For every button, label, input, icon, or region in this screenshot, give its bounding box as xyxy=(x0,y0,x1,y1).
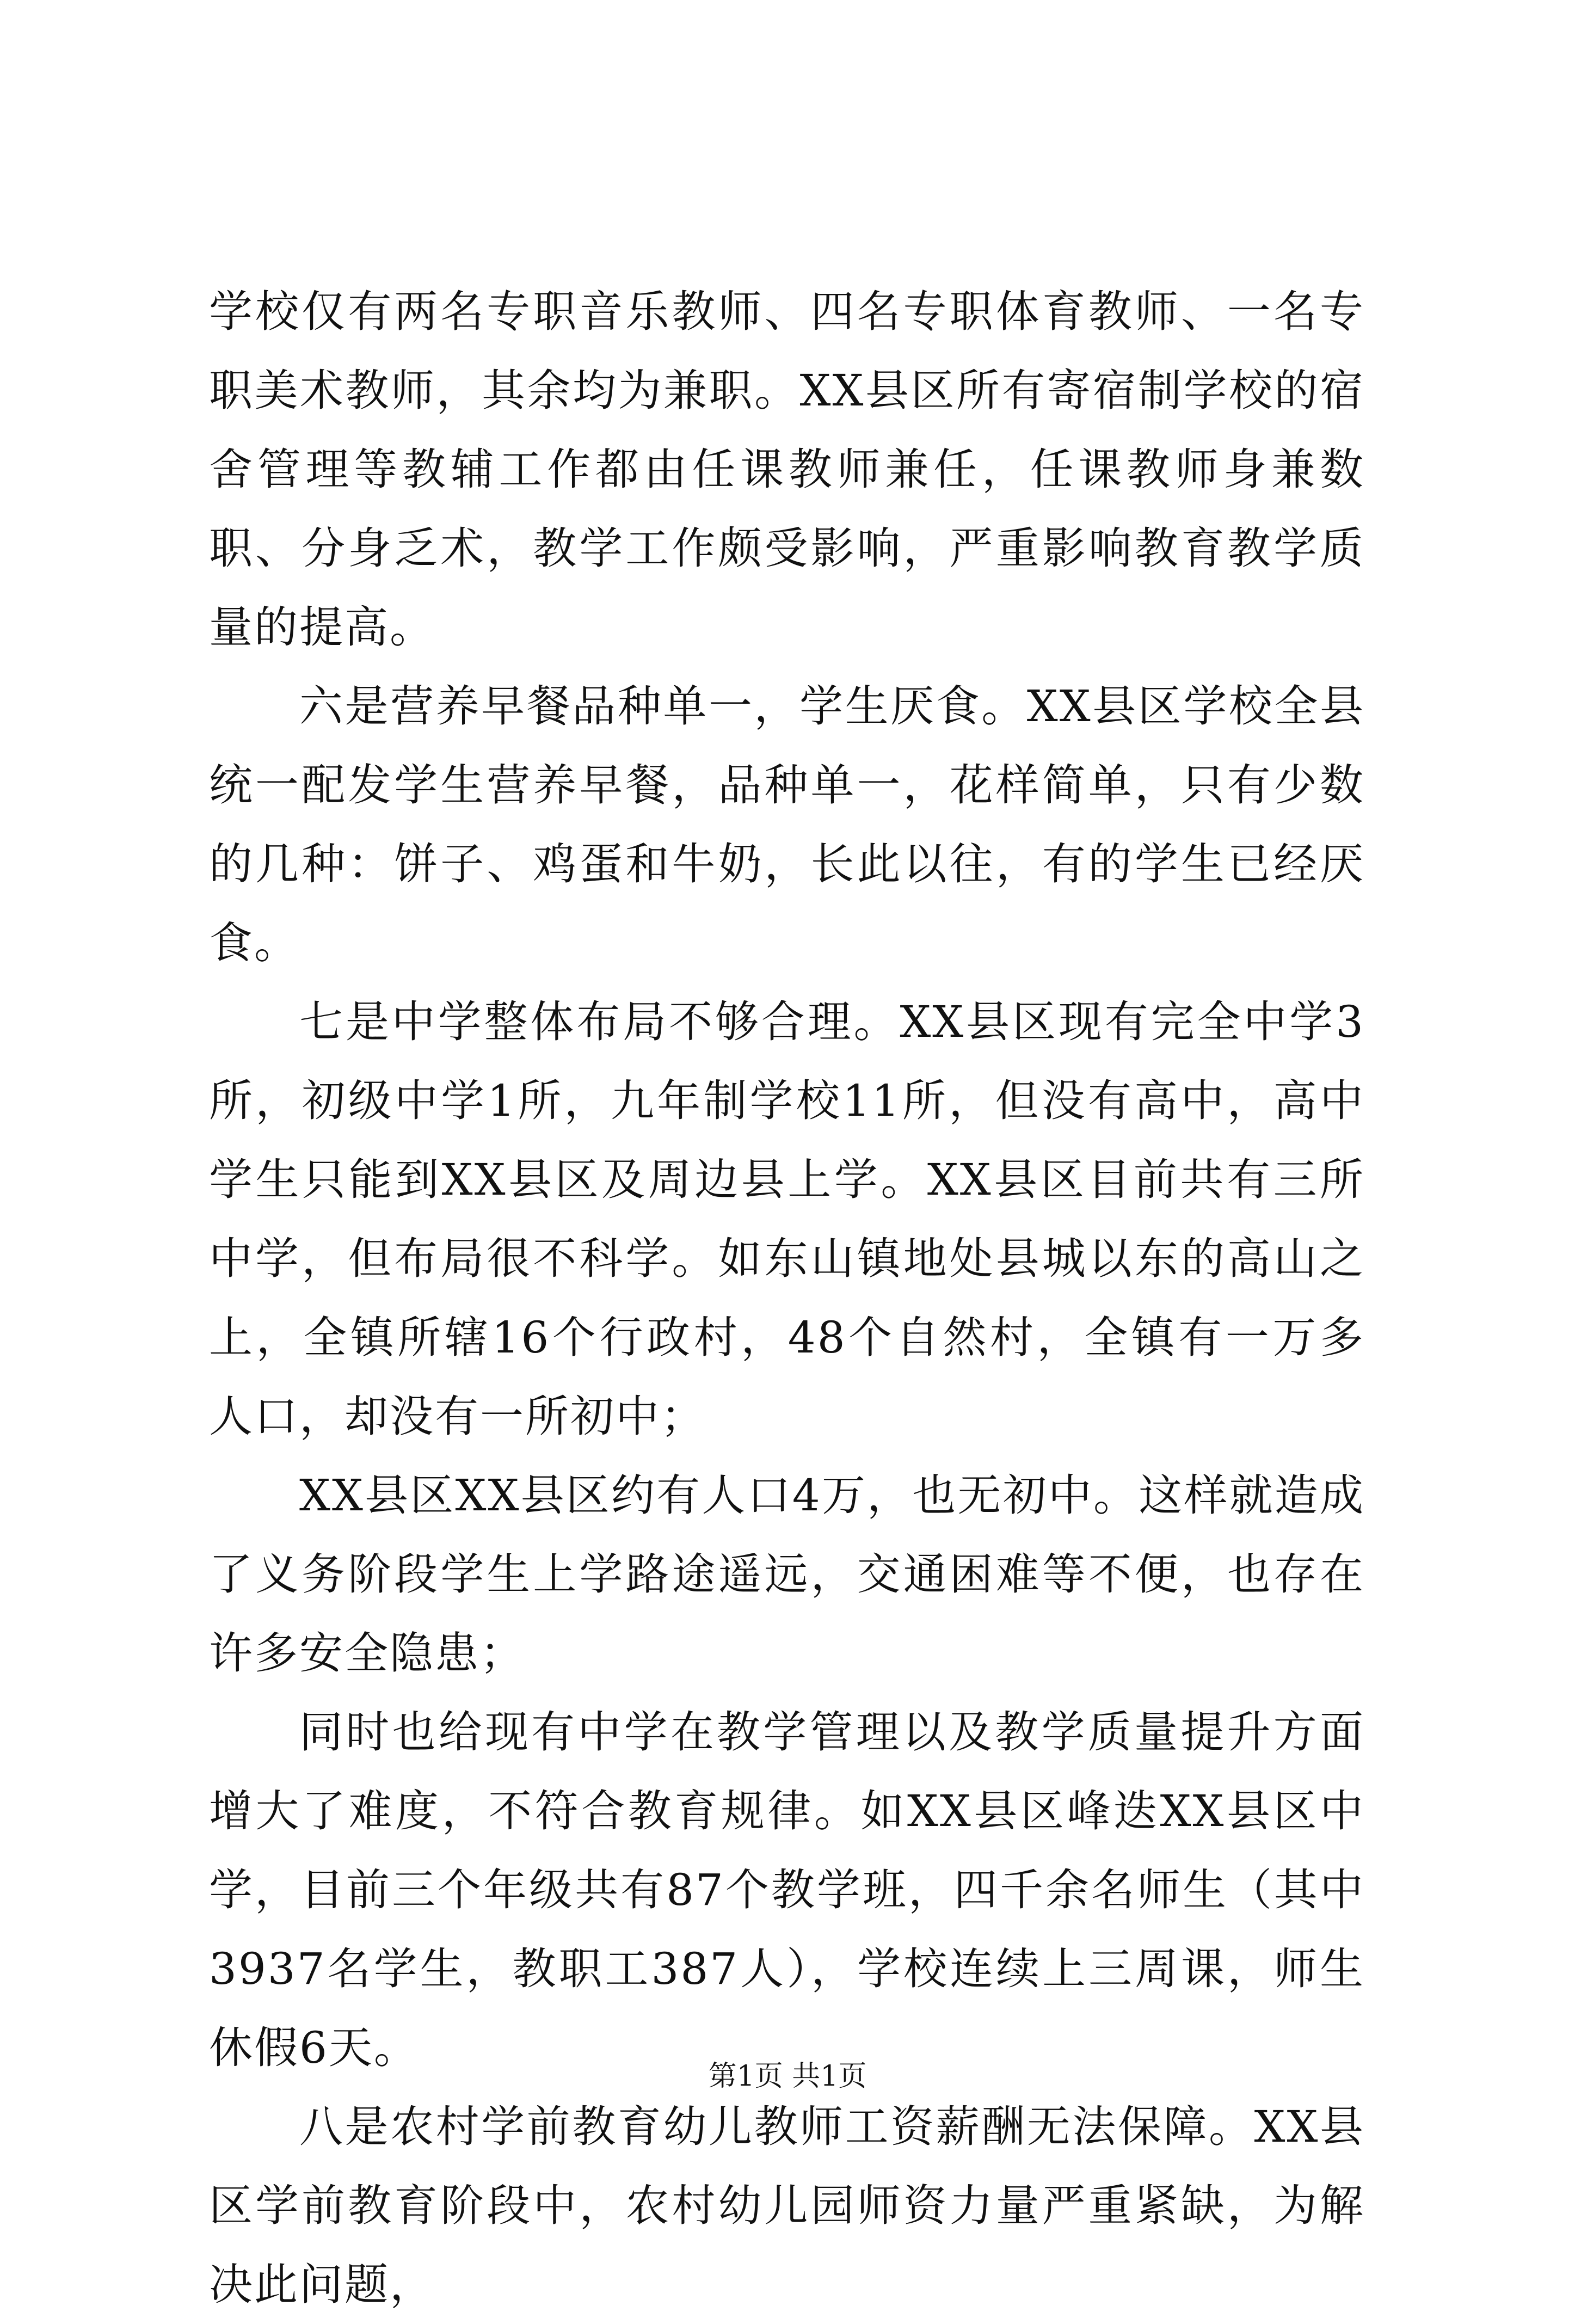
page-footer: 第1页 共1页 xyxy=(708,2060,867,2093)
paragraph-2: 六是营养早餐品种单一，学生厌食。XX县区学校全县统一配发学生营养早餐，品种单一，花样简单，只有少数的几种：饼子、鸡蛋和牛奶，长此以往，有的学生已经厌食。 xyxy=(209,681,1365,968)
document-body xyxy=(209,272,1365,2324)
paragraph-1: 学校仅有两名专职音乐教师、四名专职体育教师、一名专职美术教师，其余均为兼职。XX县区所有寄宿制学校的宿舍管理等教辅工作都由任课教师兼任，任课教师身兼数职、分身乏术，教学工作颇受影响，严重影响教育教学质量的提高。 xyxy=(209,286,1365,653)
paragraph-3: 七是中学整体布局不够合理。XX县区现有完全中学3所，初级中学1所，九年制学校11所，但没有高中，高中学生只能到XX县区及周边县上学。XX县区目前共有三所中学，但布局很不科学。如东山镇地处县城以东的高山之上，全镇所辖16个行政村，48个自然村，全镇有一万多人口，却没有一所初中； xyxy=(209,997,1365,1442)
paragraph-5: 同时也给现有中学在教学管理以及教学质量提升方面增大了难度，不符合教育规律。如XX县区峰迭XX县区中学，目前三个年级共有87个教学班，四千余名师生（其中3937名学生，教职工387人），学校连续上三周课，师生休假6天。 xyxy=(209,1707,1365,2073)
paragraph-4: XX县区XX县区约有人口4万，也无初中。这样就造成了义务阶段学生上学路途遥远，交通困难等不便，也存在许多安全隐患； xyxy=(209,1470,1365,1679)
paragraph-6: 八是农村学前教育幼儿教师工资薪酬无法保障。XX县区学前教育阶段中，农村幼儿园师资力量严重紧缺，为解决此问题， xyxy=(209,2101,1365,2310)
